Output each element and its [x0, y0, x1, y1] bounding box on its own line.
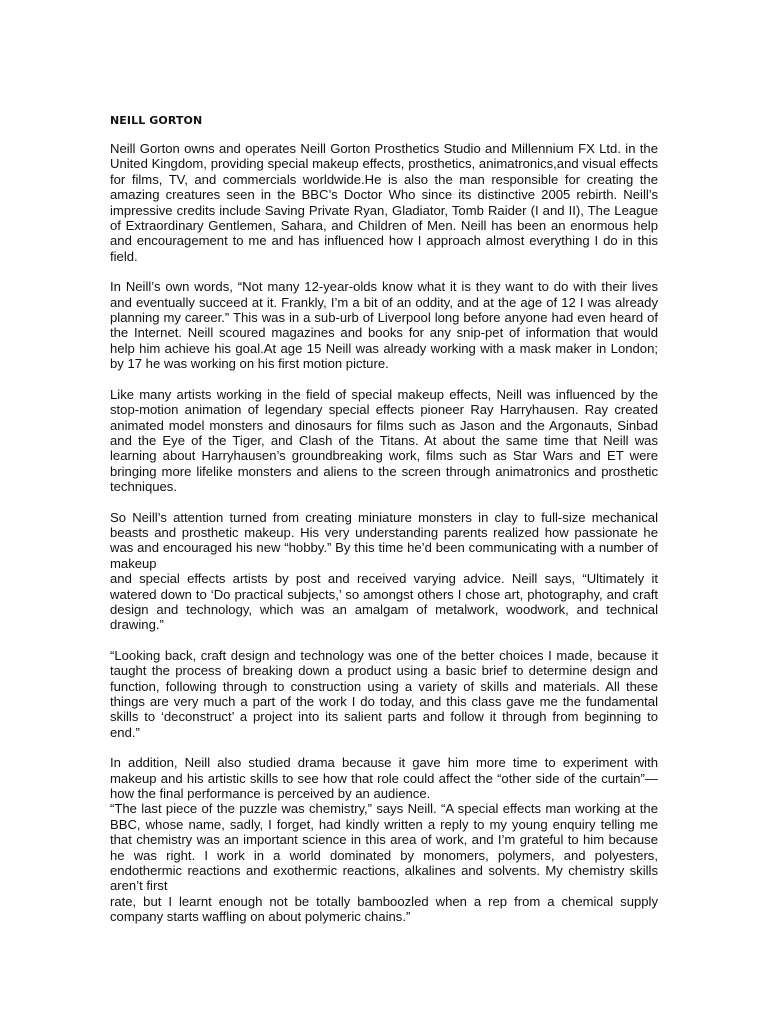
- paragraph-looking-back: “Looking back, craft design and technology was one of the better choices I made, because it taught the process of breaking down a product using a basic brief to determine design and function, following through to construction using a variety of skills and materials. All these things are very much a part of the work I do today, and this class gave me the fundamental skills to ‘deconstruct’ a project into its salient parts and follow it through from beginning to end.”: [110, 647, 658, 740]
- paragraph-intro: Neill Gorton owns and operates Neill Gorton Prosthetics Studio and Millennium FX Ltd. in the United Kingdom, providing special makeup effects, prosthetics, animatronics,and visual effects for films, TV, and commercials worldwide.He is also the man responsible for creating the amazing creatures seen in the BBC’s Doctor Who since its distinctive 2005 rebirth. Neill’s impressive credits include Saving Private Ryan, Gladiator, Tomb Raider (I and II), The League of Extraordinary Gentlemen, Sahara, and Children of Men. Neill has been an enormous help and encouragement to me and has influenced how I approach almost everything I do in this field.: [110, 141, 658, 264]
- paragraph-attention: So Neill’s attention turned from creating miniature monsters in clay to full-size mechanical beasts and prosthetic makeup. His very understanding parents realized how passionate he was and encouraged his new “hobby.” By this time he’d been communicating with a number of makeup: [110, 509, 658, 571]
- document-title: NEILL GORTON: [110, 114, 203, 127]
- paragraph-chemistry-end: rate, but I learnt enough not be totally bamboozled when a rep from a chemical supply company starts waffling on about polymeric chains.”: [110, 893, 658, 925]
- paragraph-drama: In addition, Neill also studied drama because it gave him more time to experiment with makeup and his artistic skills to see how that role could affect the “other side of the curtain”—how the final performance is perceived by an audience.: [110, 755, 658, 802]
- paragraph-harryhausen: Like many artists working in the field of special makeup effects, Neill was influenced by the stop-motion animation of legendary special effects pioneer Ray Harryhausen. Ray created animated model monsters and dinosaurs for films such as Jason and the Argonauts, Sinbad and the Eye of the Tiger, and Clash of the Titans. At about the same time that Neill was learning about Harryhausen’s groundbreaking work, films such as Star Wars and ET were bringing more lifelike monsters and aliens to the screen through animatronics and prosthetic techniques.: [110, 386, 658, 495]
- paragraph-own-words: In Neill’s own words, “Not many 12-year-olds know what it is they want to do with their lives and eventually succeed at it. Frankly, I’m a bit of an oddity, and at the age of 12 I was already planning my career.” This was in a sub-urb of Liverpool long before anyone had even heard of the Internet. Neill scoured magazines and books for any snip-pet of information that would help him achieve his goal.At age 15 Neill was already working with a mask maker in London; by 17 he was working on his first motion picture.: [110, 279, 658, 372]
- document-page: [110, 113, 658, 925]
- paragraph-chemistry: “The last piece of the puzzle was chemistry,” says Neill. “A special effects man working at the BBC, whose name, sadly, I forget, had kindly written a reply to my young enquiry telling me that chemistry was an important science in this area of work, and I’m grateful to him because he was right. I work in a world dominated by monomers, polymers, and polyesters, endothermic reactions and exothermic reactions, alkalines and solvents. My chemistry skills aren’t first: [110, 801, 658, 894]
- paragraph-advice: and special effects artists by post and received varying advice. Neill says, “Ultimately it watered down to ‘Do practical subjects,’ so amongst others I chose art, photography, and craft design and technology, which was an amalgam of metalwork, woodwork, and technical drawing.”: [110, 571, 658, 633]
